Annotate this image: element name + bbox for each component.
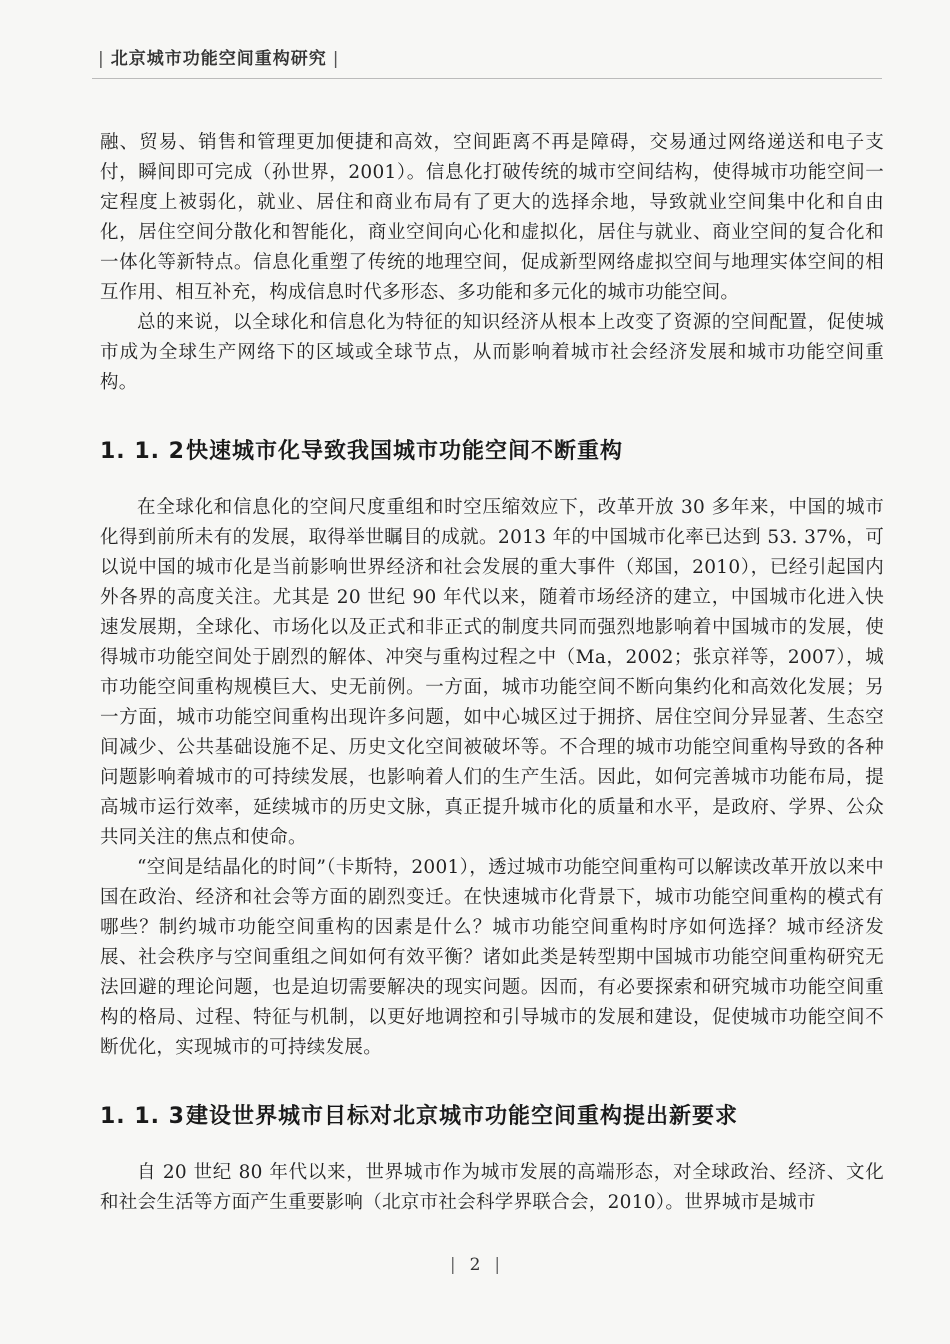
- paragraph: 在全球化和信息化的空间尺度重组和时空压缩效应下，改革开放 30 多年来，中国的城市化得到前所未有的发展，取得举世瞩目的成就。2013 年的中国城市化率已达到 53. 37%，可以说中国的城市化是当前影响世界经济和社会发展的重大事件（郑国，2010），已经引起国内外各界的高度关注。尤其是 20 世纪 90 年代以来，随着市场经济的建立，中国城市化进入快速发展期，全球化、市场化以及正式和非正式的制度共同而强烈地影响着中国城市的发展，使得城市功能空间处于剧烈的解体、冲突与重构过程之中（Ma，2002；张京祥等，2007），城市功能空间重构规模巨大、史无前例。一方面，城市功能空间不断向集约化和高效化发展；另一方面，城市功能空间重构出现许多问题，如中心城区过于拥挤、居住空间分异显著、生态空间减少、公共基础设施不足、历史文化空间被破坏等。不合理的城市功能空间重构导致的各种问题影响着城市的可持续发展，也影响着人们的生产生活。因此，如何完善城市功能布局，提高城市运行效率，延续城市的历史文脉，真正提升城市化的质量和水平，是政府、学界、公众共同关注的焦点和使命。: [100, 497, 884, 848]
- paragraph-summary: 总的来说，以全球化和信息化为特征的知识经济从根本上改变了资源的空间配置，促使城市成为全球生产网络下的区域或全球节点，从而影响着城市社会经济发展和城市功能空间重构。: [100, 312, 884, 393]
- page-footer: [0, 1255, 950, 1275]
- section-heading-1-1-2: [100, 434, 884, 465]
- paragraph: “空间是结晶化的时间”（卡斯特，2001），透过城市功能空间重构可以解读改革开放以来中国在政治、经济和社会等方面的剧烈变迁。在快速城市化背景下，城市功能空间重构的模式有哪些？制约城市功能空间重构的因素是什么？城市功能空间重构时序如何选择？城市经济发展、社会秩序与空间重组之间如何有效平衡？诸如此类是转型期中国城市功能空间重构研究无法回避的理论问题，也是迫切需要解决的现实问题。因而，有必要探索和研究城市功能空间重构的格局、过程、特征与机制，以更好地调控和引导城市的发展和建设，促使城市功能空间不断优化，实现城市的可持续发展。: [100, 857, 884, 1058]
- section-number: 1. 1. 3: [100, 1104, 185, 1129]
- page-number: 2: [469, 1255, 481, 1275]
- header-left-bar: |: [98, 49, 105, 69]
- running-header: [92, 44, 345, 69]
- footer-right-bar: |: [494, 1255, 501, 1275]
- section-title: 快速城市化导致我国城市功能空间不断重构: [186, 439, 624, 464]
- header-book-title: 北京城市功能空间重构研究: [110, 49, 327, 69]
- paragraph: 自 20 世纪 80 年代以来，世界城市作为城市发展的高端形态，对全球政治、经济、文化和社会生活等方面产生重要影响（北京市社会科学界联合会，2010）。世界城市是城市: [100, 1162, 884, 1213]
- footer-left-bar: |: [449, 1255, 456, 1275]
- section-number: 1. 1. 2: [100, 439, 185, 464]
- section-heading-1-1-3: [100, 1099, 884, 1130]
- page-body: [100, 128, 884, 1218]
- paragraph-continued: 融、贸易、销售和管理更加便捷和高效，空间距离不再是障碍，交易通过网络递送和电子支付，瞬间即可完成（孙世界，2001）。信息化打破传统的城市空间结构，使得城市功能空间一定程度上被弱化，就业、居住和商业布局有了更大的选择余地，导致就业空间集中化和自由化，居住空间分散化和智能化，商业空间向心化和虚拟化，居住与就业、商业空间的复合化和一体化等新特点。信息化重塑了传统的地理空间，促成新型网络虚拟空间与地理实体空间的相互作用、相互补充，构成信息时代多形态、多功能和多元化的城市功能空间。: [100, 132, 884, 303]
- section-title: 建设世界城市目标对北京城市功能空间重构提出新要求: [186, 1104, 739, 1129]
- header-right-bar: |: [332, 49, 340, 69]
- header-divider: [92, 78, 882, 79]
